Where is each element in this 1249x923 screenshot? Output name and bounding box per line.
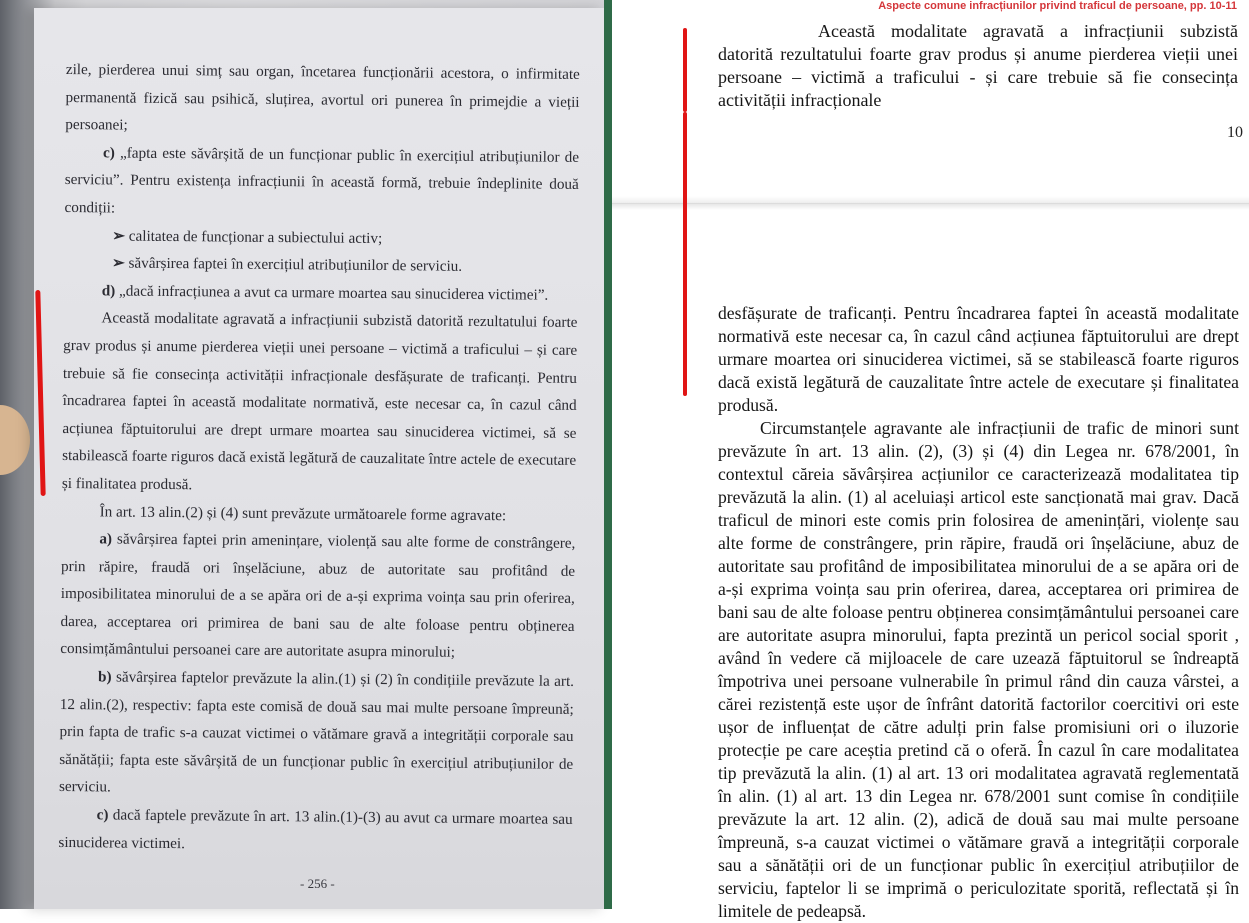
book-cover-edge <box>604 0 612 909</box>
left-para-0: zile, pierderea unui simț sau organ, încetarea funcționării acestora, o infirmitate permanentă fizică sau psihică, sluțirea, avortul ori punerea în primejdie a vieții persoanei; <box>65 60 580 134</box>
left-bullet-1: ➢ calitatea de funcționar a subiectului activ; <box>112 227 383 247</box>
left-para-1: c) „fapta este săvârșită de un funcționar public în exercițiul atribuțiunilor de serviciu”. Pentru existența infracțiunii în această formă, trebuie îndeplinite două condiții: <box>64 144 580 217</box>
left-para-a: a) săvârșirea faptei prin amenințare, violență sau alte forme de constrângere, prin răpire, fraudă ori înșelăciune, abuz de autoritate sau profitând de imposibilitatea minorului de a se apăra ori de a-și exprima voința sau prin oferirea, darea, acceptarea ori primirea de bani sau de alte foloase pentru obținerea consimțământului persoanei care are autoritate asupra minorului; <box>60 530 576 662</box>
left-page-number: - 256 - <box>300 876 335 891</box>
page-break <box>612 196 1249 210</box>
right-top-text <box>718 20 1238 112</box>
book-page-photo <box>0 0 612 909</box>
finger-holding-page <box>0 405 30 475</box>
left-para-highlighted: Această modalitate agravată a infracțiunii subzistă datorită rezultatului foarte grav produs și anume pierderea vieții unei persoane – victimă a traficului – și care trebuie să fie consecința activității infracționale desfășurate de traficanți. Pentru încadrarea faptei în această modalitate normativă, este necesar ca, în cazul când acțiunea făptuitorului are drept urmare moartea sau sinuciderea victimei, să se stabilească foarte riguros dacă există legătură de cauzalitate între actele de executare și finalitatea produsă. <box>61 309 578 494</box>
right-para-continuation: desfășurate de traficanți. Pentru încadrarea faptei în această modalitate normativă este necesar ca, în cazul când acțiunea făptuitorului are drept urmare moartea ori sinuciderea victimei, să se stabilească foarte riguros dacă există legătură de cauzalitate între actele de executare și finalitatea produsă. <box>718 303 1239 415</box>
digital-document <box>612 0 1249 921</box>
right-top-paragraph: Această modalitate agravată a infracțiunii subzistă datorită rezultatului foarte grav produs și anume pierderea vieții unei persoane – victimă a traficului - și care trebuie să fie consecința activității infracționale <box>718 21 1238 110</box>
left-para-b: b) săvârșirea faptelor prevăzute la alin.(1) și (2) în condițiile prevăzute la art. 12 alin.(2), respectiv: fapta este comisă de două sau mai multe persoane împreună; prin fapta de trafic s-a cauzat victimei o vătămare gravă a integrității corporale sau sănătății; fapta este săvârșită de un funcționar public în exercițiul atribuțiunilor de serviciu. <box>58 668 575 796</box>
right-bottom-text <box>718 302 1239 923</box>
running-header: Aspecte comune infracțiunilor privind traficul de persoane, pp. 10-11 <box>878 0 1237 12</box>
right-para-circumstante: Circumstanțele agravante ale infracțiunii de trafic de minori sunt prevăzute în art. 13 alin. (2), (3) și (4) din Legea nr. 678/2001, în contextul căreia săvârșirea acțiunilor ce caracterizează modalitatea tip prevăzută la alin. (1) al aceluiași articol este sancționată mai grav. Dacă traficul de minori este comis prin folosirea de amenințări, violențe sau alte forme de constrângere, prin răpire, fraudă ori înșelăciune, abuz de autoritate sau profitând de imposibilitatea minorului de a se apăra ori de a-și exprima voința sau prin oferirea, darea, acceptarea ori primirea de bani sau de alte foloase pentru obținerea consimțământului persoanei care are autoritate asupra minorului, fapta prezintă un pericol social sporit , având în vedere că mijloacele de care uzează făptuitorul se îndreaptă împotriva unei persoane vulnerabile în primul rând din cauza vârstei, a cărei rezistență este ușor de înfrânt datorită factorilor coercitivi ori este ușor de influențat de către adulți prin false promisiuni ori o iluzorie protecție pe care aceștia pretind că o oferă. În cazul în care modalitatea tip prevăzută la alin. (1) al art. 13 ori modalitatea agravată reglementată în alin. (1) al art. 13 din Legea nr. 678/2001 sunt comise în condițiile prevăzute la art. 12 alin. (2), adică de două sau mai multe persoane împreună, s-a cauzat victimei o vătămare gravă a integrității corporale sau a sănătății ori de un funcționar public în exercițiul atribuțiilor de serviciu, faptelor li se imprimă o periculozitate sporită, reflectată și în limitele de pedeapsă. <box>718 418 1239 921</box>
left-para-c: c) dacă faptele prevăzute în art. 13 alin.(1)-(3) au avut ca urmare moartea sau sinuciderea victimei. <box>58 806 573 852</box>
book-page-text <box>58 56 580 861</box>
left-para-art13: În art. 13 alin.(2) și (4) sunt prevăzute următoarele forme agravate: <box>99 502 507 524</box>
left-para-d: d) „dacă infracțiunea a avut ca urmare moartea sau sinuciderea victimei”. <box>101 282 549 304</box>
right-page-number: 10 <box>1227 124 1243 141</box>
left-bullet-2: ➢ săvârșirea faptei în exercițiul atribuțiunilor de serviciu. <box>111 254 463 275</box>
red-margin-mark-right <box>683 28 687 396</box>
